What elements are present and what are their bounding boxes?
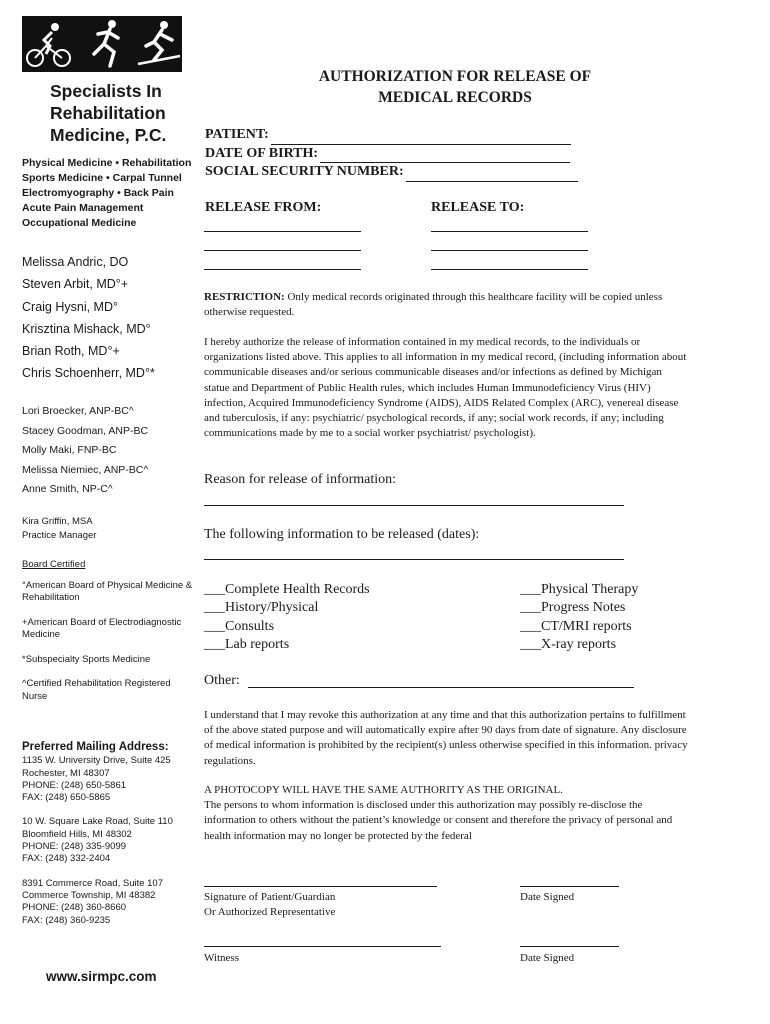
physician-name: Steven Arbit, MD°+: [22, 277, 129, 292]
witness-signature-field[interactable]: [204, 946, 441, 947]
release-from-field[interactable]: [204, 231, 361, 232]
dob-row: [205, 145, 578, 164]
reason-field[interactable]: [204, 505, 624, 506]
patient-row: [205, 126, 578, 145]
website-link[interactable]: www.sirmpc.com: [46, 969, 157, 984]
physicians-list: [22, 251, 192, 385]
witness-date-field[interactable]: [520, 946, 619, 947]
dates-label: The following information to be released (dates):: [204, 527, 480, 542]
board-item: °American Board of Physical Medicine & Rehabilitation: [22, 579, 193, 603]
signature-label-line: Or Authorized Representative: [204, 906, 336, 918]
location-block: [22, 878, 197, 927]
ct-mri-reports-option[interactable]: ___CT/MRI reports: [520, 618, 632, 634]
athletes-logo-icon: [22, 16, 182, 72]
mailing-addresses: [22, 741, 197, 939]
nurse-name: Anne Smith, NP-C^: [22, 483, 113, 495]
date-signed-label: Date Signed: [520, 891, 575, 903]
authorization-paragraph: I hereby authorize the release of information contained in my medical records, to the individuals or organizations listed above. This applies to all information in my medical record, (including information about communicable diseases and/or serious communicable diseases and/or infections as defined by Michigan statue and Department of Public Health rules, which includes Human Immunodeficiency Virus (HIV) infection, Acquired Immunodeficiency Syndrome (AIDS), AIDS Related Complex (ARC), venereal disease and tuberculosis, if any: psychiatric/ psychological records, if any; social work records, if any; including communications made by me to a social worker psychiatrist/ psychologist).: [204, 336, 687, 440]
other-label: Other:: [204, 673, 240, 688]
other-field[interactable]: [248, 687, 634, 688]
practice-name-line: Rehabilitation: [50, 103, 166, 123]
patient-field[interactable]: [271, 132, 571, 145]
phone-line: PHONE: (248) 335-9099: [22, 841, 127, 853]
ssn-label: SOCIAL SECURITY NUMBER:: [205, 164, 404, 179]
restriction-paragraph: [204, 290, 689, 320]
physician-name: Brian Roth, MD°+: [22, 344, 120, 359]
physical-therapy-option[interactable]: ___Physical Therapy: [520, 582, 639, 597]
board-certifications: [22, 559, 197, 715]
practice-manager: [22, 515, 96, 542]
release-from-field[interactable]: [204, 269, 361, 270]
address-line: Rochester, MI 48307: [22, 767, 110, 779]
practice-name-line: Specialists In: [50, 81, 162, 101]
location-block: [22, 816, 197, 865]
release-from-label: RELEASE FROM:: [205, 200, 322, 215]
form-title: [205, 66, 705, 108]
physician-name: Krisztina Mishack, MD°: [22, 321, 151, 336]
specialty-item: Acute Pain Management: [22, 202, 144, 214]
physician-name: Melissa Andric, DO: [22, 255, 129, 269]
progress-notes-option[interactable]: ___Progress Notes: [520, 600, 626, 616]
restriction-label: RESTRICTION:: [204, 291, 285, 303]
x-ray-reports-option[interactable]: ___X-ray reports: [520, 637, 617, 653]
specialty-item: Physical Medicine • Rehabilitation: [22, 157, 192, 169]
patient-info: [205, 126, 578, 182]
ssn-row: [205, 163, 578, 182]
manager-title: Practice Manager: [22, 529, 97, 541]
consults-option[interactable]: ___Consults: [204, 618, 275, 634]
dob-field[interactable]: [320, 150, 570, 163]
address-line: 8391 Commerce Road, Suite 107: [22, 877, 163, 889]
revocation-paragraph: I understand that I may revoke this authorization at any time and that this authorization pertains to fulfillment of the above stated purpose and will automatically expire after 90 days from date of signature. Any disclosure of medical information is prohibited by the recipient(s) unless otherwise specified in this information. privacy regulations.: [204, 709, 688, 767]
mailing-address-heading: Preferred Mailing Address:: [22, 741, 169, 753]
specialties-list: [22, 156, 192, 231]
specialty-item: Electromyography • Back Pain: [22, 187, 174, 199]
dob-label: DATE OF BIRTH:: [205, 145, 319, 161]
witness-date-label: Date Signed: [520, 952, 575, 964]
disclosure-paragraph: The persons to whom information is disclosed under this authorization may possibly re-disclose the information to others without the patient’s knowledge or consent and therefore the privacy of personal and health information may no longer be protected by the federal: [204, 799, 673, 842]
form-title-line: AUTHORIZATION FOR RELEASE OF: [318, 68, 592, 85]
practice-name: [50, 80, 190, 146]
specialty-item: Sports Medicine • Carpal Tunnel: [22, 172, 182, 184]
form-title-line: MEDICAL RECORDS: [378, 89, 532, 106]
specialty-item: Occupational Medicine: [22, 217, 137, 229]
fax-line: FAX: (248) 650-5865: [22, 792, 111, 804]
address-line: 10 W. Square Lake Road, Suite 110: [22, 816, 173, 828]
manager-name: Kira Griffin, MSA: [22, 516, 93, 527]
physician-name: Chris Schoenherr, MD°*: [22, 366, 155, 381]
release-to-label: RELEASE TO:: [431, 200, 525, 215]
photocopy-notice: A PHOTOCOPY WILL HAVE THE SAME AUTHORITY AS THE ORIGINAL.: [204, 784, 563, 796]
address-line: 1135 W. University Drive, Suite 425: [22, 755, 171, 767]
date-signed-field[interactable]: [520, 886, 619, 887]
board-item: *Subspecialty Sports Medicine: [22, 653, 151, 665]
witness-label: Witness: [204, 952, 239, 964]
dates-field[interactable]: [204, 559, 624, 560]
history-physical-option[interactable]: ___History/Physical: [204, 600, 319, 616]
phone-line: PHONE: (248) 650-5861: [22, 779, 127, 791]
records-options-left: [204, 581, 370, 655]
practice-name-line: Medicine, P.C.: [50, 125, 167, 145]
patient-signature-label: [204, 890, 335, 920]
nurse-name: Melissa Niemiec, ANP-BC^: [22, 463, 149, 476]
fax-line: FAX: (248) 360-9235: [22, 914, 111, 926]
records-options-right: [520, 581, 638, 655]
fax-line: FAX: (248) 332-2404: [22, 853, 111, 865]
patient-label: PATIENT:: [205, 127, 269, 142]
address-line: Commerce Township, MI 48382: [22, 889, 156, 901]
signature-label-line: Signature of Patient/Guardian: [204, 891, 336, 903]
nurse-practitioners-list: [22, 402, 192, 500]
release-to-field[interactable]: [431, 269, 588, 270]
lab-reports-option[interactable]: ___Lab reports: [204, 637, 290, 653]
nurse-name: Molly Maki, FNP-BC: [22, 444, 117, 456]
complete-health-records-option[interactable]: ___Complete Health Records: [204, 582, 370, 597]
phone-line: PHONE: (248) 360-8660: [22, 902, 127, 914]
location-block: [22, 755, 197, 804]
patient-signature-field[interactable]: [204, 886, 437, 887]
nurse-name: Stacey Goodman, ANP-BC: [22, 424, 149, 437]
physician-name: Craig Hysni, MD°: [22, 299, 118, 314]
board-item: ^Certified Rehabilitation Registered Nurse: [22, 678, 171, 702]
release-to-field[interactable]: [431, 250, 588, 251]
ssn-field[interactable]: [406, 169, 578, 182]
release-to-field[interactable]: [431, 231, 588, 232]
release-from-field[interactable]: [204, 250, 361, 251]
restriction-text: Only medical records originated through this healthcare facility will be copied unless otherwise requested.: [204, 291, 663, 319]
address-line: Bloomfield Hills, MI 48302: [22, 828, 132, 840]
nurse-name: Lori Broecker, ANP-BC^: [22, 405, 134, 417]
reason-label: Reason for release of information:: [204, 472, 397, 487]
board-item: +American Board of Electrodiagnostic Medicine: [22, 616, 182, 640]
disclosure-section: [204, 783, 689, 844]
board-certified-heading: Board Certified: [22, 559, 86, 570]
